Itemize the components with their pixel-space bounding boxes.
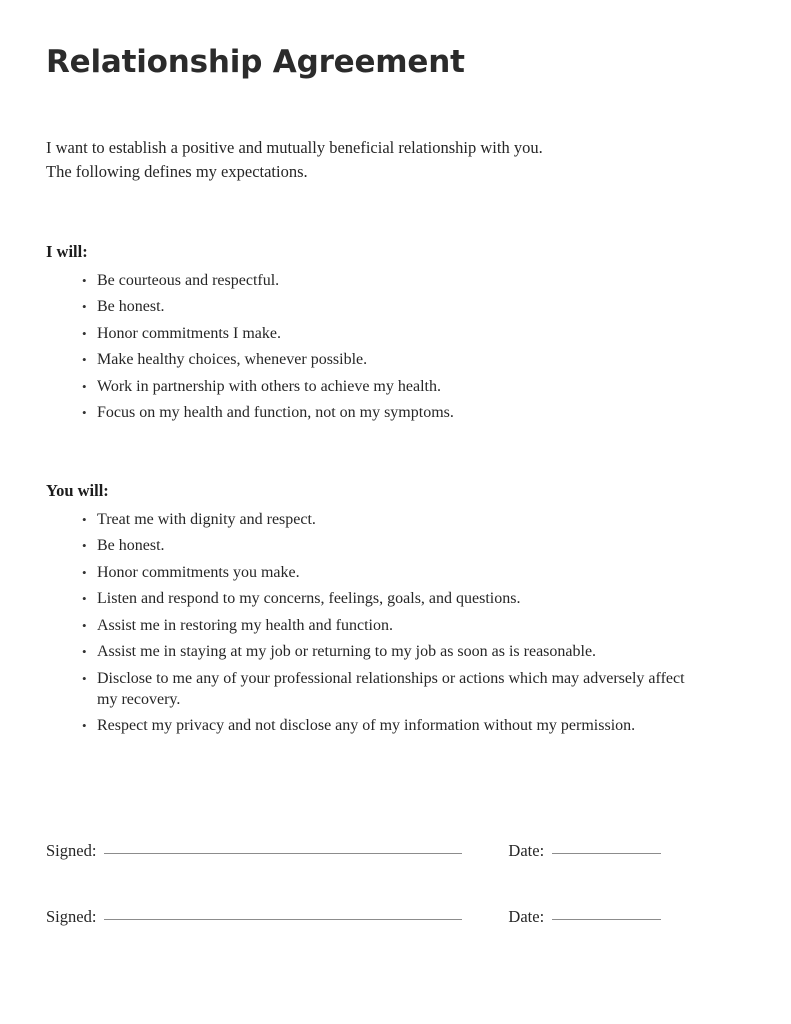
intro-line-1: I want to establish a positive and mutually beneficial relationship with you.	[46, 137, 543, 157]
date-group	[508, 841, 661, 861]
signature-field[interactable]	[104, 853, 462, 854]
date-label: Date:	[508, 840, 545, 860]
list-item: • Work in partnership with others to achieve my health.	[46, 376, 691, 397]
signature-field[interactable]	[104, 919, 462, 920]
date-field[interactable]	[552, 919, 661, 920]
list-item: • Be honest.	[46, 296, 691, 317]
list-item: • Treat me with dignity and respect.	[46, 509, 691, 530]
list-item: • Listen and respond to my concerns, feelings, goals, and questions.	[46, 588, 691, 609]
section-heading-i-will: I will:	[46, 241, 88, 261]
list-item: • Be honest.	[46, 535, 691, 556]
date-label: Date:	[508, 906, 545, 926]
list-item: • Respect my privacy and not disclose any of my information without my permission.	[46, 715, 691, 736]
section-heading-you-will: You will:	[46, 480, 109, 500]
list-item: • Make healthy choices, whenever possible.	[46, 349, 691, 370]
intro-paragraph	[46, 81, 691, 184]
list-item: • Assist me in staying at my job or returning to my job as soon as is reasonable.	[46, 641, 691, 662]
signature-block	[46, 742, 691, 927]
list-you-will	[46, 501, 691, 737]
list-item: • Assist me in restoring my health and function.	[46, 615, 691, 636]
date-field[interactable]	[552, 853, 661, 854]
signed-label: Signed:	[46, 840, 97, 860]
signature-row	[46, 907, 691, 927]
signed-label: Signed:	[46, 906, 97, 926]
list-item: • Honor commitments you make.	[46, 562, 691, 583]
list-i-will	[46, 262, 691, 424]
date-group	[508, 907, 661, 927]
document-body	[46, 0, 691, 973]
list-item: • Be courteous and respectful.	[46, 270, 691, 291]
list-item: • Focus on my health and function, not on my symptoms.	[46, 402, 691, 423]
signature-row	[46, 841, 691, 861]
intro-line-2: The following defines my expectations.	[46, 161, 308, 181]
list-item: • Honor commitments I make.	[46, 323, 691, 344]
list-item: • Disclose to me any of your professional relationships or actions which may adversely affect my recovery.	[46, 668, 691, 710]
page-title: Relationship Agreement	[46, 44, 465, 80]
